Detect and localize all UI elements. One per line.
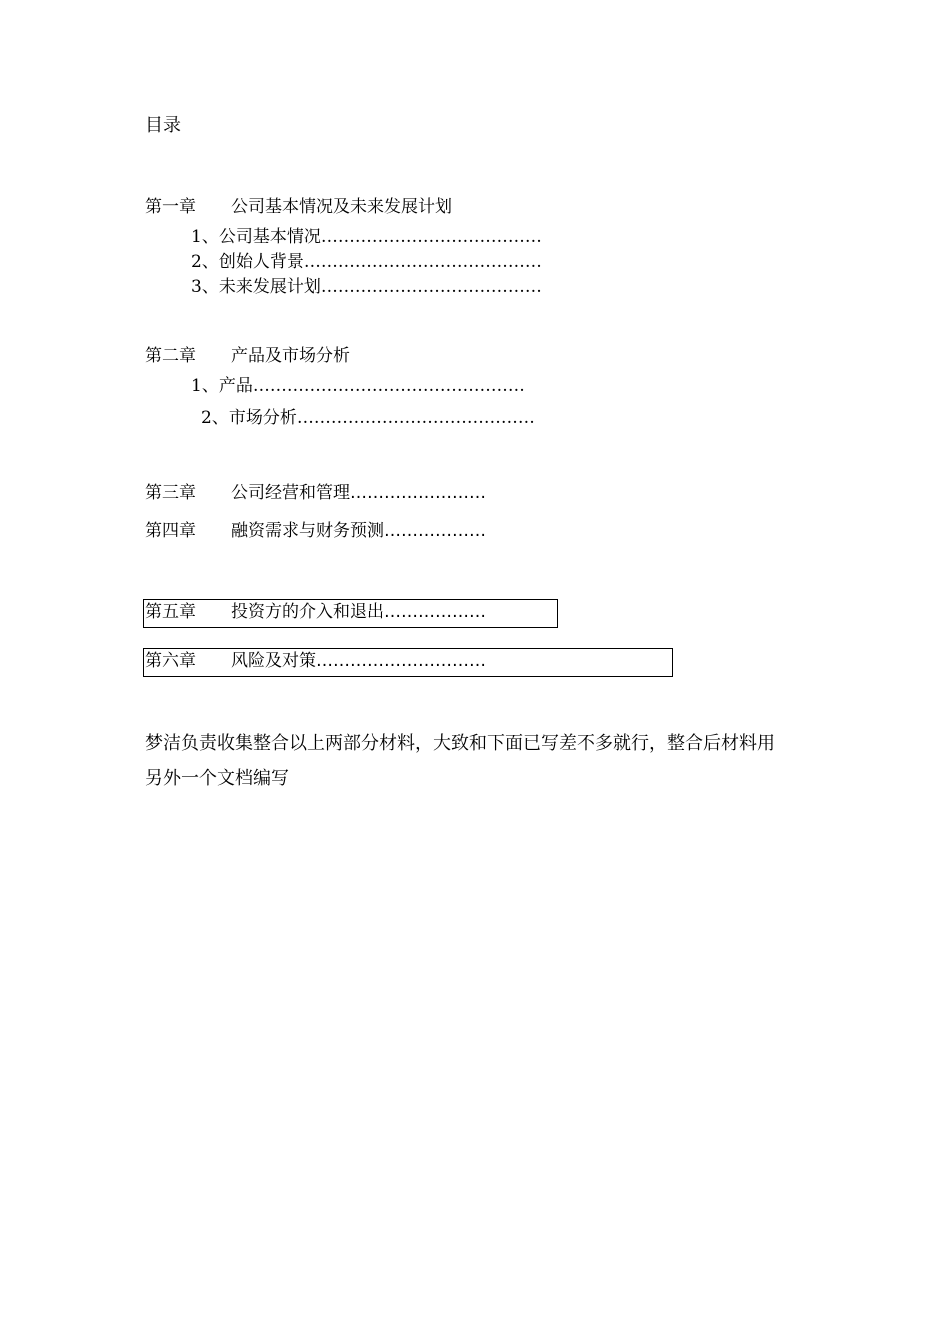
chapter-5-title: 投资方的介入和退出……………… [231, 602, 486, 622]
chapter-1-item-1: 1、公司基本情况………………………………… [191, 227, 542, 247]
chapter-3-title: 公司经营和管理…………………… [231, 483, 486, 503]
chapter-6-number: 第六章 [145, 651, 196, 671]
chapter-3-heading [145, 485, 486, 502]
chapter-2-item-2: 2、市场分析…………………………………… [201, 408, 535, 428]
note-line-1: 梦洁负责收集整合以上两部分材料，大致和下面已写差不多就行，整合后材料用 [145, 733, 775, 754]
chapter-4-heading [145, 523, 486, 540]
note-line-2: 另外一个文档编写 [145, 768, 289, 789]
chapter-1-item-2: 2、创始人背景…………………………………… [191, 252, 542, 272]
chapter-6-title: 风险及对策………………………… [231, 651, 486, 671]
chapter-4-number: 第四章 [145, 521, 196, 541]
chapter-1-title: 公司基本情况及未来发展计划 [231, 197, 452, 217]
chapter-2-number: 第二章 [145, 346, 196, 366]
chapter-1-heading [145, 199, 452, 216]
chapter-1-number: 第一章 [145, 197, 196, 217]
chapter-6-heading [143, 648, 673, 677]
chapter-2-heading [145, 348, 350, 365]
chapter-5-number: 第五章 [145, 602, 196, 622]
chapter-1-item-3: 3、未来发展计划………………………………… [191, 277, 542, 297]
chapter-2-item-1: 1、产品………………………………………… [191, 376, 525, 396]
chapter-2-title: 产品及市场分析 [231, 346, 350, 366]
chapter-5-heading [143, 599, 558, 628]
toc-title: 目录 [145, 115, 181, 136]
chapter-3-number: 第三章 [145, 483, 196, 503]
chapter-4-title: 融资需求与财务预测……………… [231, 521, 486, 541]
